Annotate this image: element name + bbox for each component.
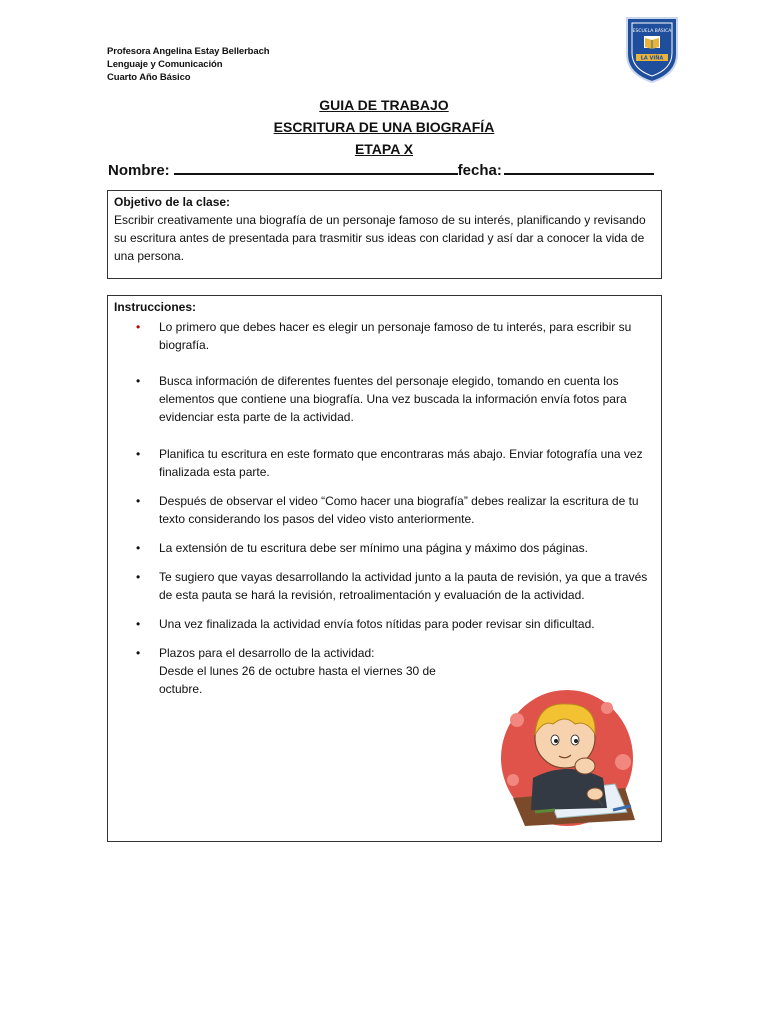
bullet-icon: • [136,646,141,660]
name-field[interactable] [174,158,458,175]
deadline-text: Desde el lunes 26 de octubre hasta el viernes 30 de octubre. [159,664,436,696]
bullet-icon: • [136,447,141,461]
instructions-list [114,318,655,698]
objective-box [107,190,662,279]
title-guide: GUIA DE TRABAJO [319,97,449,113]
bullet-icon: • [136,494,141,508]
list-item: • Lo primero que debes hacer es elegir un personaje famoso de tu interés, para escribir su biografía. [136,320,632,352]
child-writing-illustration-icon [495,680,645,830]
bullet-icon: • [136,541,141,555]
title-topic: ESCRITURA DE UNA BIOGRAFÍA [273,119,495,135]
objective-title: Objetivo de la clase: [114,195,231,209]
teacher-name: Profesora Angelina Estay Bellerbach [107,46,270,57]
instructions-title: Instrucciones: [114,300,197,314]
date-field[interactable] [504,158,654,175]
document-titles [0,94,768,160]
subject-name: Lenguaje y Comunicación [107,59,223,70]
list-item: • Planifica tu escritura en este formato que encontraras más abajo. Enviar fotografía una vez finalizada esta parte. [136,447,643,479]
objective-text: Escribir creativamente una biografía de un personaje famoso de su interés, planificando y revisando su escritura antes de presentada para trasmitir sus ideas con claridad y así dar a conocer la vida de una persona. [114,213,646,263]
name-date-row [108,158,668,179]
list-item: • Te sugiero que vayas desarrollando la actividad junto a la pauta de revisión, ya que a través de esta pauta se hará la revisión, retroalimentación y evaluación de la actividad. [136,570,648,602]
list-item: • Una vez finalizada la actividad envía fotos nítidas para poder revisar sin dificultad. [136,617,595,631]
bullet-icon: • [136,617,141,631]
name-label: Nombre: [108,162,170,179]
school-logo-icon [624,14,680,84]
logo-name-text: LA VIÑA [640,55,664,62]
bullet-icon: • [136,570,141,584]
list-item: • Busca información de diferentes fuentes del personaje elegido, tomando en cuenta los elementos que contiene una biografía. Una vez buscada la información envía fotos para evidenciar esta parte de la actividad. [136,374,627,424]
list-item: • Plazos para el desarrollo de la actividad: Desde el lunes 26 de octubre hasta el viernes 30 de octubre. [136,646,436,696]
bullet-icon: • [136,374,141,388]
title-stage: ETAPA X [354,141,414,157]
logo-top-text: ESCUELA BÁSICA [632,29,672,34]
date-label: fecha: [457,162,502,179]
list-item: • La extensión de tu escritura debe ser mínimo una página y máximo dos páginas. [136,541,588,555]
list-item: • Después de observar el video “Como hacer una biografía” debes realizar la escritura de tu texto considerando los pasos del video visto anteriormente. [136,494,639,526]
document-header [107,45,269,84]
bullet-icon: • [136,320,141,334]
grade-name: Cuarto Año Básico [107,72,191,83]
